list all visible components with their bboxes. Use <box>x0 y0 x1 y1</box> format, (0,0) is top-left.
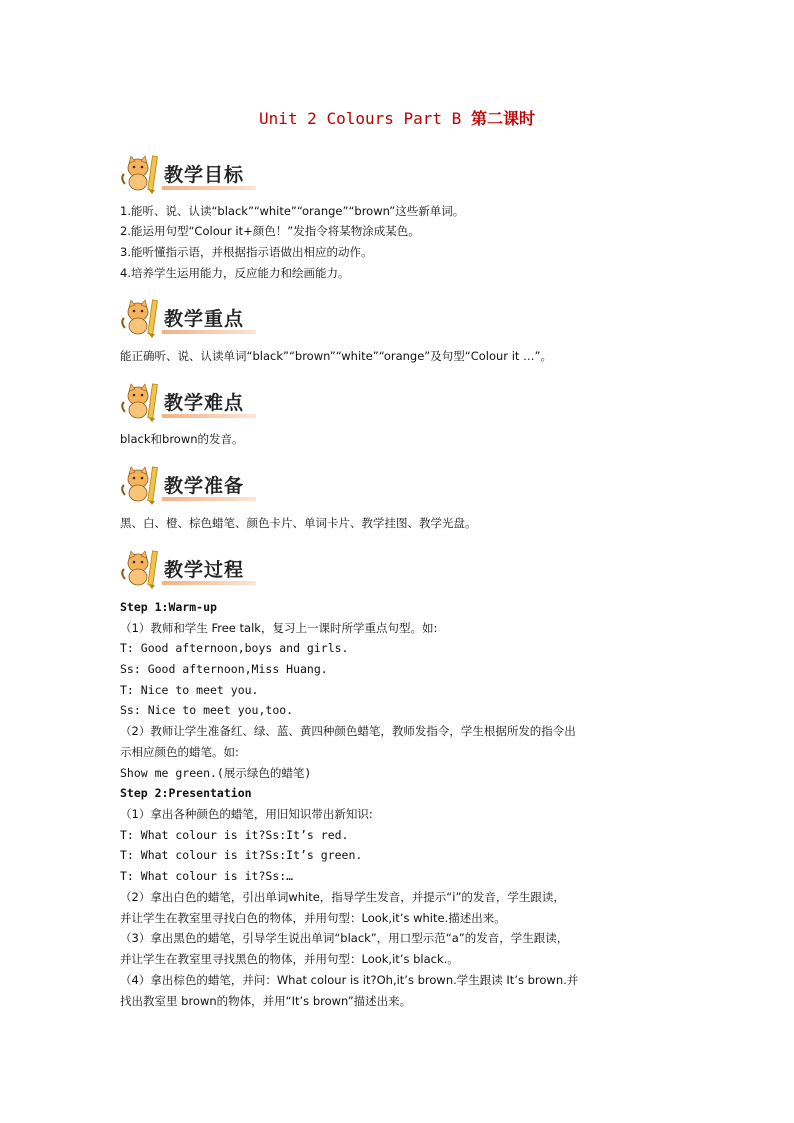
heading-underline <box>162 497 256 501</box>
difficulties-text: black和brown的发音。 <box>120 432 244 446</box>
heading-text: 教学过程 <box>164 559 245 581</box>
heading-text: 教学目标 <box>164 164 245 186</box>
cat-pencil-icon <box>120 549 164 589</box>
process-line: 并让学生在教室里寻找黑色的物体，并用句型：Look,it’s black.。 <box>120 952 459 966</box>
title-cn: 第二课时 <box>470 109 535 128</box>
process-line: （3）拿出黑色的蜡笔，引导学生说出单词“black”，用口型示范“a”的发音，学生跟读， <box>120 931 569 945</box>
step-heading: Step 1:Warm-up <box>120 600 217 614</box>
section-heading-process <box>120 549 300 589</box>
process-line: Ss: Good afternoon,Miss Huang. <box>120 662 328 676</box>
process-line: （1）拿出各种颜色的蜡笔，用旧知识带出新知识: <box>120 807 373 821</box>
heading-underline <box>162 414 256 418</box>
objective-item: 1.能听、说、认读“black”“white”“orange”“brown”这些新单词。 <box>120 204 465 218</box>
section-heading-difficulties <box>120 382 300 422</box>
key-points-text: 能正确听、说、认读单词“black”“brown”“white”“orange”及句型“Colour it …”。 <box>120 349 553 363</box>
section-heading-objectives <box>120 154 300 194</box>
section-heading-key-points <box>120 298 300 338</box>
heading-text: 教学难点 <box>164 392 245 414</box>
section-heading-preparation <box>120 465 300 505</box>
process-line: T: What colour is it?Ss:It’s red. <box>120 828 349 842</box>
step-heading: Step 2:Presentation <box>120 786 252 800</box>
process-line: T: What colour is it?Ss:It’s green. <box>120 848 363 862</box>
cat-pencil-icon <box>120 154 164 194</box>
objective-item: 2.能运用句型“Colour it+颜色！”发指令将某物涂成某色。 <box>120 224 420 238</box>
heading-underline <box>162 330 256 334</box>
objective-item: 3.能听懂指示语，并根据指示语做出相应的动作。 <box>120 245 373 259</box>
page-title <box>0 106 794 129</box>
process-line: 并让学生在教室里寻找白色的物体，并用句型：Look,it’s white.描述出来。 <box>120 911 506 925</box>
objective-item: 4.培养学生运用能力，反应能力和绘画能力。 <box>120 266 350 280</box>
process-line: T: Good afternoon,boys and girls. <box>120 641 349 655</box>
process-line: T: What colour is it?Ss:… <box>120 869 294 883</box>
process-line: （1）教师和学生 Free talk，复习上一课时所学重点句型。如: <box>120 621 438 635</box>
title-en: Unit 2 Colours Part B <box>259 109 462 128</box>
process-line: （4）拿出棕色的蜡笔，并问：What colour is it?Oh,it’s brown.学生跟读 It’s brown.并 <box>120 973 579 987</box>
process-line: Ss: Nice to meet you,too. <box>120 703 294 717</box>
process-line: 示相应颜色的蜡笔。如: <box>120 745 239 759</box>
heading-underline <box>162 186 256 190</box>
heading-text: 教学准备 <box>164 475 245 497</box>
heading-text: 教学重点 <box>164 308 245 330</box>
cat-pencil-icon <box>120 298 164 338</box>
process-line: 找出教室里 brown的物体，并用“It’s brown”描述出来。 <box>120 994 412 1008</box>
cat-pencil-icon <box>120 382 164 422</box>
process-line: Show me green.(展示绿色的蜡笔) <box>120 766 312 780</box>
process-line: T: Nice to meet you. <box>120 683 259 697</box>
heading-underline <box>162 581 256 585</box>
preparation-text: 黑、白、橙、棕色蜡笔、颜色卡片、单词卡片、教学挂图、教学光盘。 <box>120 516 477 530</box>
cat-pencil-icon <box>120 465 164 505</box>
process-line: （2）教师让学生准备红、绿、蓝、黄四种颜色蜡笔，教师发指令，学生根据所发的指令出 <box>120 724 576 738</box>
process-line: （2）拿出白色的蜡笔，引出单词white，指导学生发音，并提示“i”的发音，学生跟读， <box>120 890 565 904</box>
